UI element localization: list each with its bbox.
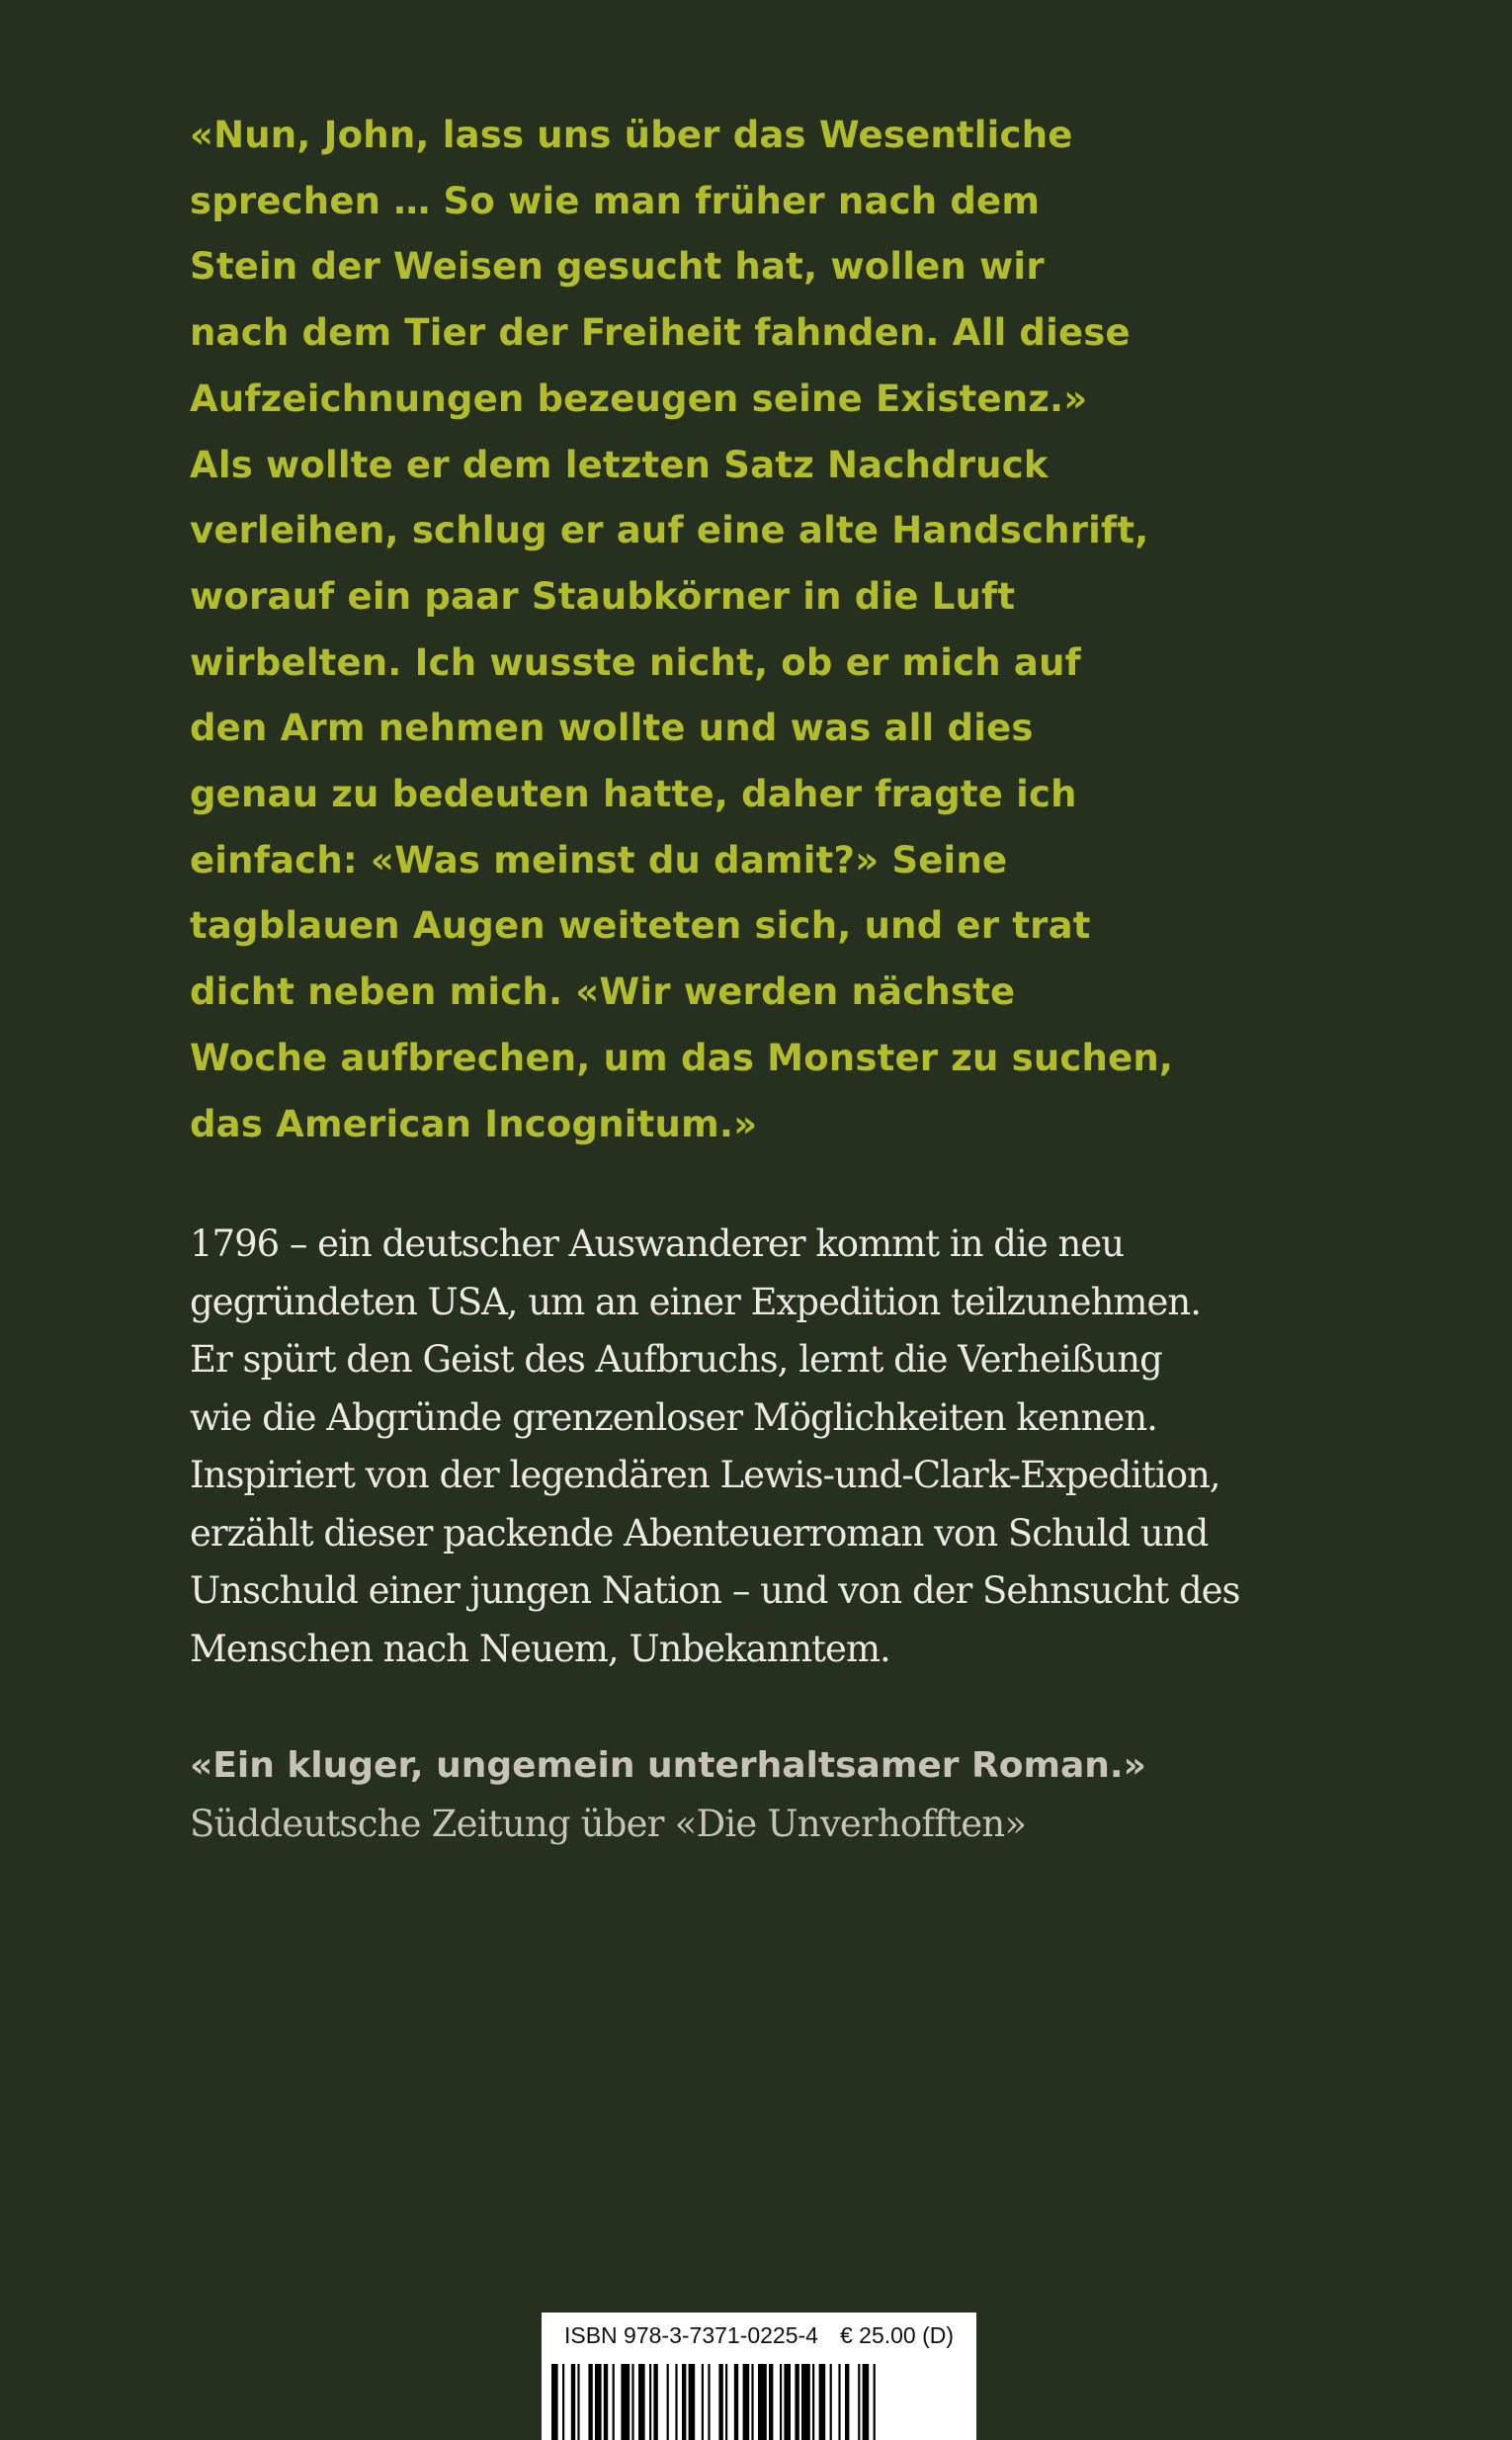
barcode-bar bbox=[689, 2364, 696, 2440]
barcode-bar bbox=[595, 2364, 602, 2440]
excerpt-quote bbox=[190, 103, 1376, 1157]
barcode-bar bbox=[667, 2364, 669, 2440]
barcode-bar bbox=[758, 2364, 767, 2440]
excerpt-line: einfach: «Was meinst du damit?» Seine bbox=[190, 838, 1008, 882]
barcode-bar bbox=[801, 2364, 810, 2440]
barcode-bar bbox=[682, 2364, 686, 2440]
barcode-bar bbox=[638, 2364, 645, 2440]
barcode-bar bbox=[838, 2364, 840, 2440]
barcode-bar bbox=[562, 2364, 564, 2440]
barcode-bar bbox=[621, 2364, 630, 2440]
excerpt-line: tagblauen Augen weiteten sich, und er trat bbox=[190, 904, 1091, 948]
barcode-bar bbox=[588, 2364, 592, 2440]
barcode-bar bbox=[819, 2364, 826, 2440]
excerpt-line: dicht neben mich. «Wir werden nächste bbox=[190, 970, 1016, 1014]
blurb-line: erzählt dieser packende Abenteuerroman von Schuld und bbox=[190, 1511, 1209, 1555]
barcode-bar bbox=[577, 2364, 579, 2440]
barcode-bar bbox=[858, 2364, 860, 2440]
press-review bbox=[190, 1736, 1376, 1853]
barcode-bar bbox=[734, 2364, 738, 2440]
barcode-bar bbox=[743, 2364, 750, 2440]
price-label: € 25.00 (D) bbox=[839, 2322, 955, 2348]
book-blurb bbox=[190, 1216, 1376, 1678]
barcode-bar bbox=[863, 2364, 870, 2440]
excerpt-line: sprechen … So wie man früher nach dem bbox=[190, 179, 1041, 222]
excerpt-line: «Nun, John, lass uns über das Wesentliche bbox=[190, 114, 1073, 156]
barcode-bar bbox=[604, 2364, 608, 2440]
blurb-line: Menschen nach Neuem, Unbekanntem. bbox=[190, 1627, 890, 1670]
isbn-number: ISBN 978-3-7371-0225-4 bbox=[563, 2322, 818, 2348]
review-source: Süddeutsche Zeitung über «Die Unverhofften» bbox=[190, 1803, 1027, 1845]
excerpt-line: wirbelten. Ich wusste nicht, ob er mich auf bbox=[190, 640, 1081, 684]
excerpt-line: worauf ein paar Staubkörner in die Luft bbox=[190, 574, 1016, 618]
blurb-line: wie die Abgründe grenzenloser Möglichkeiten kennen. bbox=[190, 1395, 1157, 1439]
excerpt-line: Als wollte er dem letzten Satz Nachdruck bbox=[190, 443, 1049, 486]
isbn-price-line bbox=[542, 2320, 976, 2350]
barcode-bar bbox=[812, 2364, 814, 2440]
barcode-bar bbox=[653, 2364, 657, 2440]
barcode-icon bbox=[551, 2364, 966, 2440]
barcode-bar bbox=[751, 2364, 753, 2440]
barcode-bar bbox=[874, 2364, 876, 2440]
blurb-line: Unschuld einer jungen Nation – und von der Sehnsucht des bbox=[190, 1569, 1240, 1612]
excerpt-line: genau zu bedeuten hatte, daher fragte ich bbox=[190, 773, 1077, 816]
excerpt-line: nach dem Tier der Freiheit fahnden. All diese bbox=[190, 311, 1131, 355]
excerpt-line: Aufzeichnungen bezeugen seine Existenz.» bbox=[190, 377, 1088, 420]
barcode-bar bbox=[830, 2364, 832, 2440]
barcode-bar bbox=[708, 2364, 710, 2440]
excerpt-line: verleihen, schlug er auf eine alte Handschrift, bbox=[190, 509, 1149, 552]
excerpt-line: Woche aufbrechen, um das Monster zu suchen, bbox=[190, 1036, 1174, 1079]
barcode-bar bbox=[725, 2364, 727, 2440]
barcode-bar bbox=[613, 2364, 615, 2440]
excerpt-line: Stein der Weisen gesucht hat, wollen wir bbox=[190, 245, 1045, 289]
barcode-bar bbox=[631, 2364, 633, 2440]
barcode-bar bbox=[718, 2364, 722, 2440]
blurb-line: Er spürt den Geist des Aufbruchs, lernt die Verheißung bbox=[190, 1338, 1162, 1381]
barcode-bar bbox=[845, 2364, 849, 2440]
barcode-bar bbox=[675, 2364, 677, 2440]
review-quote: «Ein kluger, ungemein unterhaltsamer Roman.» bbox=[190, 1745, 1146, 1786]
blurb-line: gegründeten USA, um an einer Expedition teilzunehmen. bbox=[190, 1280, 1201, 1323]
barcode-bar bbox=[795, 2364, 798, 2440]
blurb-line: Inspiriert von der legendären Lewis-und-Clark-Expedition, bbox=[190, 1454, 1220, 1496]
barcode-bar bbox=[649, 2364, 651, 2440]
blurb-line: 1796 – ein deutscher Auswanderer kommt in die neu bbox=[190, 1222, 1125, 1265]
barcode-bar bbox=[769, 2364, 773, 2440]
barcode-bar bbox=[571, 2364, 575, 2440]
barcode-bar bbox=[702, 2364, 704, 2440]
barcode-bar bbox=[780, 2364, 782, 2440]
excerpt-line: den Arm nehmen wollte und was all dies bbox=[190, 707, 1034, 750]
barcode-bar bbox=[784, 2364, 791, 2440]
barcode-bar bbox=[551, 2364, 558, 2440]
barcode-panel bbox=[542, 2313, 976, 2440]
excerpt-line: das American Incognitum.» bbox=[190, 1102, 758, 1145]
